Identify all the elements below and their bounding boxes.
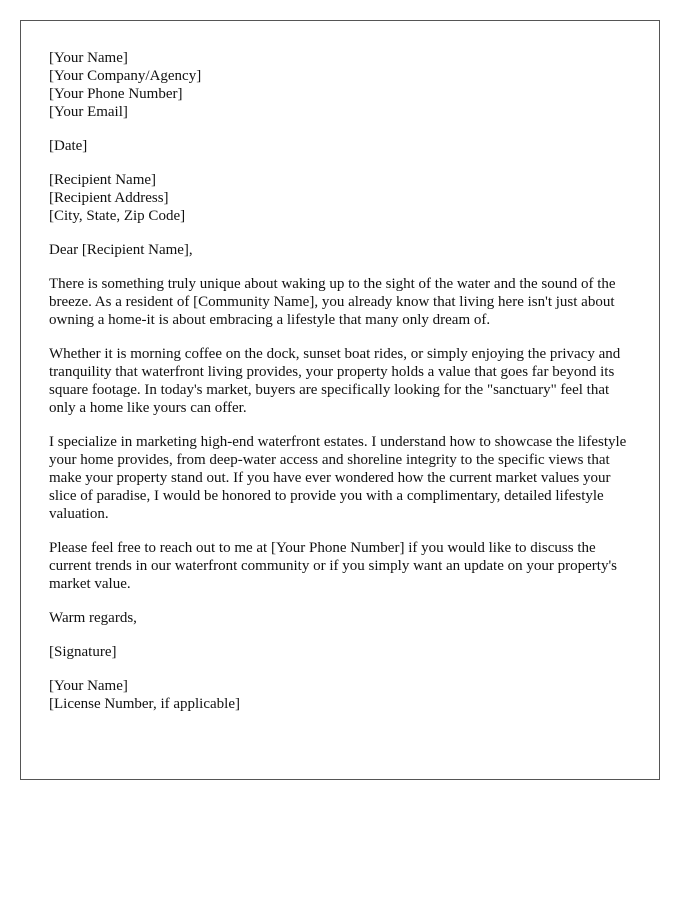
salutation: Dear [Recipient Name], xyxy=(49,242,193,258)
body-paragraph-3: I specialize in marketing high-end waterfront estates. I understand how to showcase the lifestyle your home provides, from deep-water access and shoreline integrity to the specific views that make your property stand out. If you have ever wondered how the current market values your slice of paradise, I would be honored to provide you with a complimentary, detailed lifestyle valuation. xyxy=(49,434,627,522)
sender-name: [Your Name] xyxy=(49,50,128,66)
letter-date: [Date] xyxy=(49,138,88,154)
letter-page xyxy=(20,20,660,780)
signature: [Signature] xyxy=(49,644,117,660)
body-paragraph-2: Whether it is morning coffee on the dock, sunset boat rides, or simply enjoying the privacy and tranquility that waterfront living provides, your property holds a value that goes far beyond its square footage. In today's market, buyers are specifically looking for the "sanctuary" feel that only a home like yours can offer. xyxy=(49,346,621,416)
body-paragraph-1: There is something truly unique about waking up to the sight of the water and the sound of the breeze. As a resident of [Community Name], you already know that living here isn't just about owning a home-it is about embracing a lifestyle that many only dream of. xyxy=(49,276,616,328)
sender-phone: [Your Phone Number] xyxy=(49,86,183,102)
footer-block xyxy=(49,677,631,713)
body-paragraph-4: Please feel free to reach out to me at [Your Phone Number] if you would like to discuss the current trends in our waterfront community or if you simply want an update on your property's market value. xyxy=(49,540,617,592)
footer-license: [License Number, if applicable] xyxy=(49,696,240,712)
recipient-city-state-zip: [City, State, Zip Code] xyxy=(49,208,186,224)
sender-block xyxy=(49,49,631,121)
sender-company: [Your Company/Agency] xyxy=(49,68,202,84)
sender-email: [Your Email] xyxy=(49,104,128,120)
footer-name: [Your Name] xyxy=(49,678,128,694)
recipient-name: [Recipient Name] xyxy=(49,172,157,188)
date-block xyxy=(49,137,631,155)
recipient-address: [Recipient Address] xyxy=(49,190,169,206)
closing: Warm regards, xyxy=(49,610,137,626)
recipient-block xyxy=(49,171,631,225)
